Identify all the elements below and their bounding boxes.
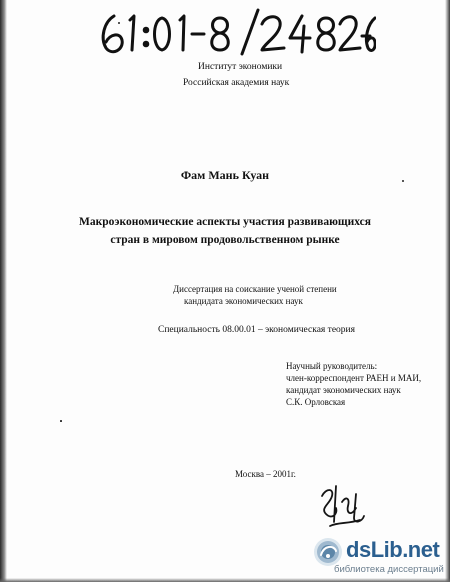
dslib-brand [346, 537, 439, 563]
city-year: Москва – 2001г. [235, 469, 296, 479]
scan-edge-bottom [0, 578, 450, 582]
thesis-title-line-2: стран в мировом продовольственном рынке [110, 234, 340, 246]
dissertation-degree-line-1: Диссертация на соискание ученой степени [173, 284, 337, 294]
author-name: Фам Мань Куан [180, 168, 270, 182]
supervisor-degree: кандидат экономических наук [286, 385, 401, 395]
academy-name: Российская академия наук [183, 78, 290, 88]
dslib-brand-net: .net [402, 537, 440, 562]
supervisor-title: член-корреспондент РАЕН и МАИ, [286, 373, 422, 383]
institute-name: Институт экономики [198, 62, 283, 72]
supervisor-name: С.К. Орловская [286, 397, 346, 407]
dslib-caption: библиотека диссертаций [334, 564, 444, 575]
dslib-brand-lib: Lib [370, 537, 403, 562]
handwritten-archive-code [96, 4, 376, 62]
scan-speck [402, 180, 404, 182]
specialty-line: Специальность 08.00.01 – экономическая теория [158, 325, 355, 335]
supervisor-heading: Научный руководитель: [286, 361, 378, 371]
dslib-watermark [312, 534, 446, 578]
scan-speck [60, 420, 62, 422]
thesis-title-line-1: Макроэкономические аспекты участия развивающихся [79, 216, 371, 228]
scan-speck [118, 22, 120, 24]
scan-edge-left [0, 0, 7, 582]
dslib-brand-ds: ds [346, 537, 371, 562]
dissertation-degree-line-2: кандидата экономических наук [184, 296, 303, 306]
handwritten-signature [312, 478, 374, 536]
scan-edge-right [445, 0, 450, 582]
